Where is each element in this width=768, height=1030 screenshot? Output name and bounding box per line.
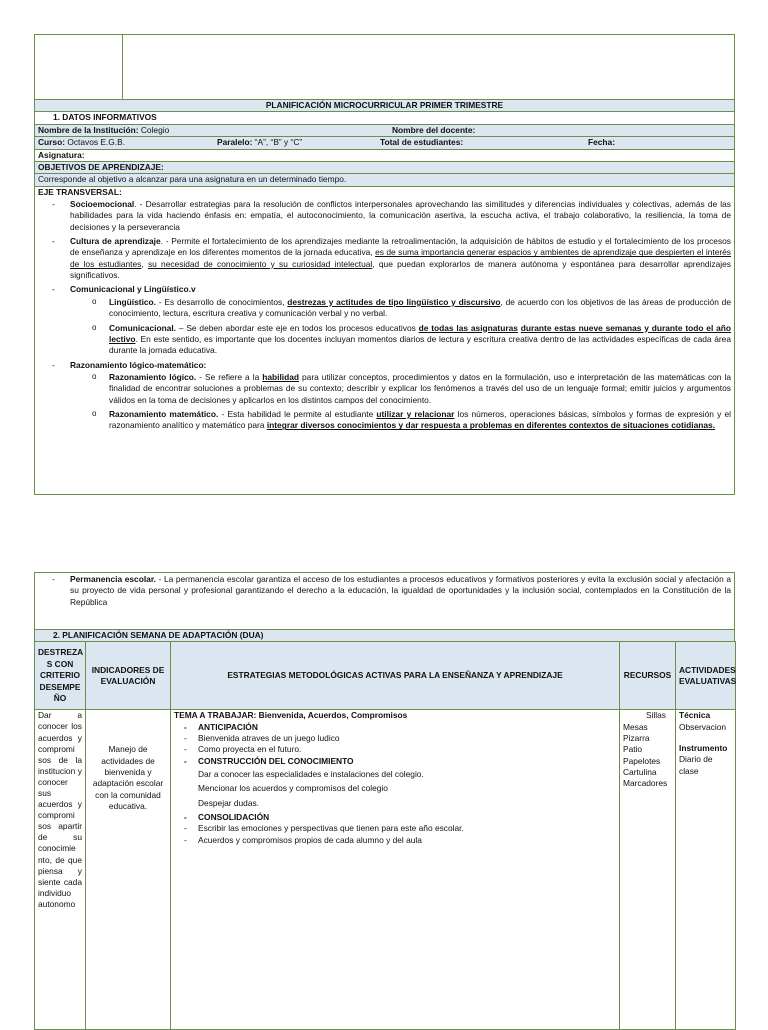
logo-cell (35, 35, 123, 100)
cons-line-3: Despejar dudas. (198, 797, 259, 808)
objectives-text: Corresponde al objetivo a alcanzar para una asignatura en un determinado tiempo. (38, 174, 347, 185)
planning-table (34, 641, 736, 1030)
eje-socioemocional: - Socioemocional. - Desarrollar estrategias para la resolución de conflictos interpersonales aprovechando las similitudes y diferencias individuales y colectivas, además de las habilidades para la vida haciendo énfasis en: empatía, el autoconocimiento, la comunicación asertiva, la escucha activa, el trabajo colaborativo, la resiliencia, la toma de decisiones y la perseverancia (50, 199, 731, 233)
parallel-value: “A”, “B” y “C” (254, 136, 303, 147)
destreza-cell: Dar a conocer los acuerdos y compromi sos de la institucion y conocer sus acuerdos y compromi sos apartir de su conocimie nto, de que piensa y siente cada individuo autonomo (35, 710, 86, 1030)
header-cell (123, 35, 735, 100)
recurso-item: Patio (623, 744, 643, 755)
eje-comunicacional-sub: o Comunicacional. – Se deben abordar este eje en todos los procesos educativos de todas las asignaturas durante estas nueve semanas y durante todo el año lectivo. En este sentido, es importante que los docentes incluyan momentos diarios de lectura y escritura creativa dentro de las actividades específicas de cada área durante la jornada educativa. (92, 323, 731, 357)
header-table (34, 34, 735, 100)
eje-razonamiento: - Razonamiento lógico-matemático: o Razonamiento lógico. - Se refiere a la habilidad para utilizar conceptos, procedimientos y datos en la formulación, uso e interpretación de las matemáticas con la finalidad de encontrar soluciones a problemas de su contexto; describir y explicar los fenómenos a través del uso de un lenguaje formal; emitir juicios y argumentos válidos en la toma de decisiones y aplicarlos en los distintos campos del conocimiento. o Razonamiento matemático. - Esta habilidad le permite al estudiante utilizar y relacionar los números, operaciones básicas, símbolos y formas de expresión y el razonamiento analítico y matemático para integrar diversos conocimientos y dar respuesta a problemas en diferentes contextos de situaciones cotidianas. (50, 360, 731, 432)
header-indicadores: INDICADORES DE EVALUACIÓN (86, 642, 171, 710)
parallel-label: Paralelo: (217, 136, 253, 147)
cons-line-1: Dar a conocer las especialidades e instalaciones del colegio. (198, 769, 424, 780)
consolidacion-heading: - CONSOLIDACIÓN (184, 812, 616, 823)
course-value: Octavos E.G.B. (67, 136, 126, 147)
teacher-label: Nombre del docente: (392, 124, 476, 135)
consol-item-2: - Acuerdos y compromisos propios de cada alumno y del aula (184, 835, 616, 846)
course-label: Curso: (38, 136, 65, 147)
ant-item-1: - Bienvenida atraves de un juego ludico (184, 733, 616, 744)
eje-cultura: - Cultura de aprendizaje. - Permite el fortalecimiento de los aprendizajes mediante la retroalimentación, la adquisición de hábitos de estudio y el fortalecimiento de los procesos de enseñanza y aprendizaje en los diferentes momentos de la jornada educativa, es de suma importancia generar espacios y ambientes de aprendizaje que despierten el interés de los estudiantes, su necesidad de conocimiento y su curiosidad intelectual, que puedan explorarlos de manera autónoma y espontánea para desarrollar aprendizajes significativos. (50, 236, 731, 281)
anticipacion-heading: - ANTICIPACIÓN (184, 722, 616, 733)
date-label: Fecha: (588, 136, 615, 147)
tecnica-value: Observacion (679, 721, 727, 732)
informative-table (34, 99, 735, 495)
eje-transversal-label: EJE TRANSVERSAL: (38, 186, 122, 197)
header-recursos: RECURSOS (620, 642, 676, 710)
page-1 (34, 34, 735, 502)
eje-linguistico: o Lingüístico. - Es desarrollo de conocimientos, destrezas y actitudes de tipo lingüístico y discursivo, de acuerdo con los objetivos de las áreas de producción de conocimiento, lectura, escritura creativa y comunicación verbal y no verbal. (92, 297, 731, 320)
recurso-item: Mesas (623, 721, 648, 732)
page-2 (34, 572, 735, 1024)
eje-razonamiento-logico: o Razonamiento lógico. - Se refiere a la habilidad para utilizar conceptos, procedimientos y datos en la formulación, uso e interpretación de las matemáticas con la finalidad de encontrar soluciones a problemas de su contexto; describir y explicar los fenómenos a través del uso de un lenguaje formal; emitir juicios y argumentos válidos en la toma de decisiones y aplicarlos en los distintos campos del conocimiento. (92, 372, 731, 406)
construccion-heading: - CONSTRUCCIÓN DEL CONOCIMIENTO (184, 756, 616, 767)
recurso-item: Cartulina (623, 767, 657, 778)
eje-permanencia: - Permanencia escolar. - La permanencia escolar garantiza el acceso de los estudiantes a procesos educativos y formativos posteriores y evita la exclusión social y afectación a su proyecto de vida personal y profesional garantizando el derecho a la educación, la igualdad de oportunidades y la inclusión social, contemplados en la Constitución de la República (50, 574, 731, 608)
consol-item-1: - Escribir las emociones y perspectivas que tienen para este año escolar. (184, 823, 616, 834)
recurso-item: Sillas (645, 710, 666, 721)
cons-line-2: Mencionar los acuerdos y compromisos del colegio (198, 783, 388, 794)
recurso-item: Marcadores (623, 778, 668, 789)
subject-label: Asignatura: (35, 149, 735, 161)
page-title: PLANIFICACIÓN MICROCURRICULAR PRIMER TRIMESTRE (35, 100, 735, 112)
info-grid (35, 125, 734, 149)
tema: TEMA A TRABAJAR: Bienvenida, Acuerdos, Compromisos (174, 710, 408, 721)
instrumento-label: Instrumento (679, 743, 728, 754)
section-datos-informativos: 1. DATOS INFORMATIVOS (35, 112, 735, 124)
objectives-label: OBJETIVOS DE APRENDIZAJE: (38, 162, 164, 173)
header-actividades: ACTIVIDADES EVALUATIVAS (676, 642, 736, 710)
actividades-cell (676, 710, 736, 1030)
recurso-item: Pizarra (623, 733, 650, 744)
tecnica-label: Técnica (679, 710, 711, 721)
students-label: Total de estudiantes: (380, 136, 464, 147)
estrategias-cell (171, 710, 620, 1030)
recursos-cell (620, 710, 676, 1030)
section-planificacion: 2. PLANIFICACIÓN SEMANA DE ADAPTACIÓN (DUA) (35, 630, 735, 642)
header-destrezas: DESTREZA S CON CRITERIO DESEMPE ÑO (35, 642, 86, 710)
recurso-item: Papelotes (623, 755, 661, 766)
eje-razonamiento-matematico: o Razonamiento matemático. - Esta habilidad le permite al estudiante utilizar y relacionar los números, operaciones básicas, símbolos y formas de expresión y el razonamiento analítico y matemático para integrar diversos conocimientos y dar respuesta a problemas en diferentes contextos de situaciones cotidianas. (92, 409, 731, 432)
permanencia-table (34, 572, 735, 642)
institution-label: Nombre de la Institución: (38, 124, 139, 135)
ant-item-2: - Como proyecta en el futuro. (184, 744, 616, 755)
eje-list (38, 199, 731, 432)
header-estrategias: ESTRATEGIAS METODOLÓGICAS ACTIVAS PARA LA ENSEÑANZA Y APRENDIZAJE (171, 642, 620, 710)
institution-value: Colegio (140, 124, 170, 135)
instrumento-value: Diario de clase (679, 754, 713, 776)
indicador-cell: Manejo de actividades de bienvenida y adaptación escolar con la comunidad educativa. (86, 710, 171, 1030)
eje-comunicacional: - Comunicacional y Lingüístico.v o Lingüístico. - Es desarrollo de conocimientos, destrezas y actitudes de tipo lingüístico y discursivo, de acuerdo con los objetivos de las áreas de producción de conocimiento, lectura, escritura creativa y comunicación verbal y no verbal. o Comunicacional. – Se deben abordar este eje en todos los procesos educativos de todas las asignaturas durante estas nueve semanas y durante todo el año lectivo. En este sentido, es importante que los docentes incluyan momentos diarios de lectura y escritura creativa dentro de las actividades específicas de cada área durante la jornada educativa. (50, 284, 731, 356)
